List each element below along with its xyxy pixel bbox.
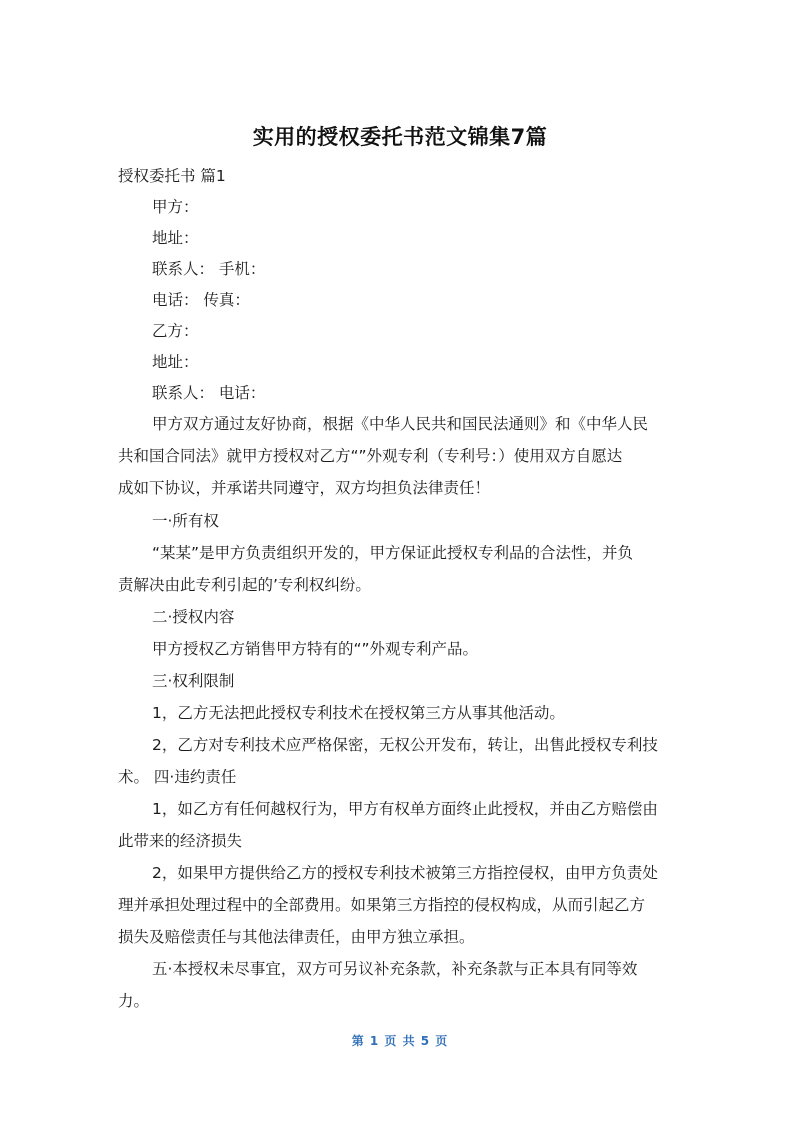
section-5-line-2: 力。 (118, 992, 150, 1010)
section-3-item-1: 1，乙方无法把此授权专利技术在授权第三方从事其他活动。 (152, 704, 565, 722)
section-1-heading: 一·所有权 (152, 512, 219, 530)
intro-line-2: 共和国合同法》就甲方授权对乙方“”外观专利（专利号：）使用双方自愿达 (118, 447, 623, 465)
section-1-line-2: 责解决由此专利引起的’专利权纠纷。 (118, 576, 371, 594)
phone-fax-label: 电话： 传真： (152, 291, 250, 309)
section-4-item-2-line-2: 理并承担处理过程中的全部费用。如果第三方指控的侵权构成，从而引起乙方 (118, 896, 646, 914)
section-4-item-1-line-2: 此带来的经济损失 (118, 832, 243, 850)
section-3-heading: 三·权利限制 (152, 672, 235, 690)
document-title: 实用的授权委托书范文锦集7篇 (252, 125, 548, 149)
contact-b-label: 联系人： 电话： (152, 384, 266, 402)
contact-a-label: 联系人： 手机： (152, 260, 266, 278)
section-3-item-2-line-2: 术。 四·违约责任 (118, 768, 237, 786)
section-4-item-2-line-3: 损失及赔偿责任与其他法律责任，由甲方独立承担。 (118, 928, 475, 946)
section-4-item-1-line-1: 1，如乙方有任何越权行为，甲方有权单方面终止此授权，并由乙方赔偿由 (152, 800, 658, 818)
address-b-label: 地址： (152, 353, 199, 371)
intro-line-3: 成如下协议，并承诺共同遵守，双方均担负法律责任！ (118, 479, 491, 497)
section-2-line-1: 甲方授权乙方销售甲方特有的“”外观专利产品。 (152, 640, 479, 658)
section-1-line-1: “某某”是甲方负责组织开发的，甲方保证此授权专利品的合法性，并负 (152, 544, 634, 562)
section-2-heading: 二·授权内容 (152, 608, 235, 626)
party-b-label: 乙方： (152, 322, 199, 340)
section-3-item-2-line-1: 2，乙方对专利技术应严格保密，无权公开发布，转让，出售此授权专利技 (152, 736, 658, 754)
intro-line-1: 甲方双方通过友好协商，根据《中华人民共和国民法通则》和《中华人民 (152, 415, 649, 433)
section-5-line-1: 五·本授权未尽事宜，双方可另议补充条款，补充条款与正本具有同等效 (152, 960, 638, 978)
page-number-footer: 第 1 页 共 5 页 (351, 1034, 449, 1048)
address-a-label: 地址： (152, 229, 199, 247)
section-heading: 授权委托书 篇1 (118, 167, 226, 185)
party-a-label: 甲方： (152, 198, 199, 216)
section-4-item-2-line-1: 2，如果甲方提供给乙方的授权专利技术被第三方指控侵权，由甲方负责处 (152, 864, 658, 882)
